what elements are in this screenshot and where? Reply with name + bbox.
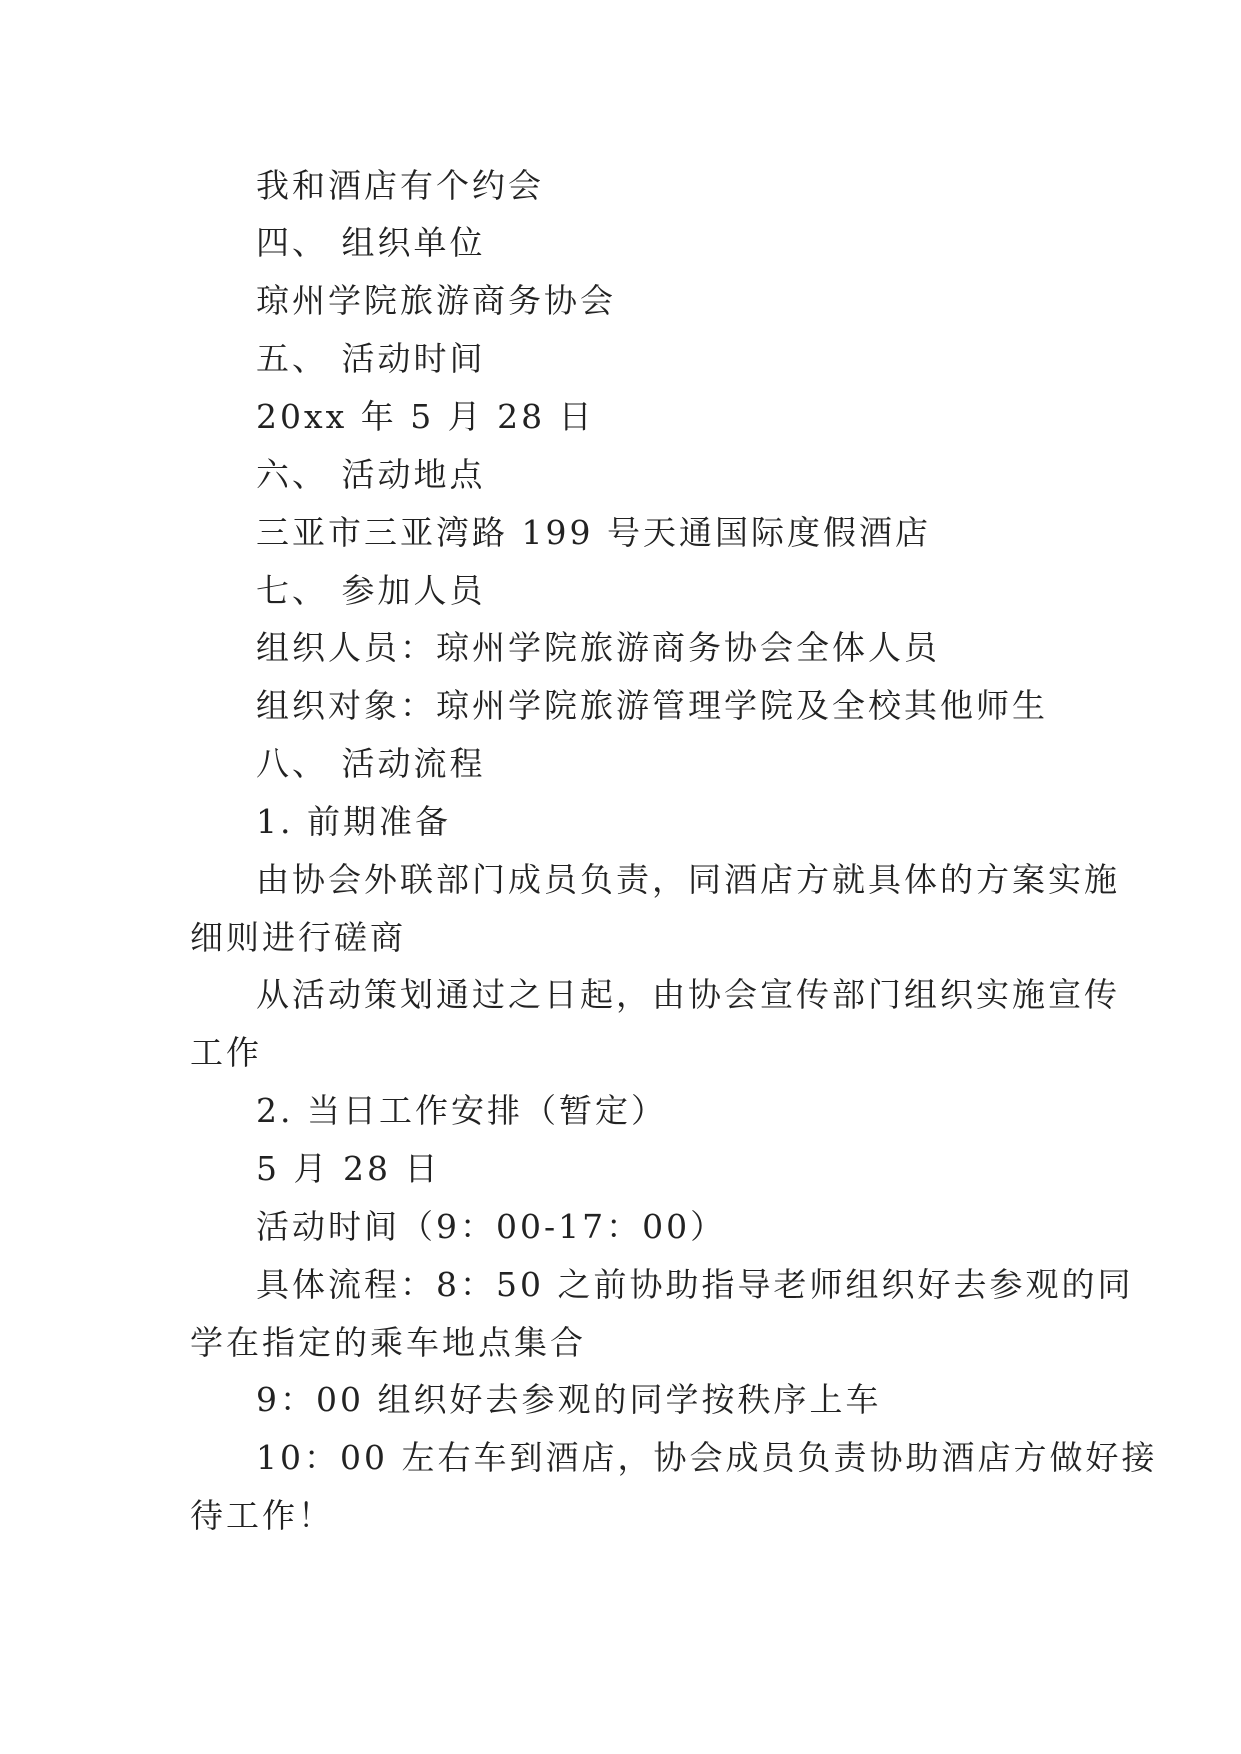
paragraph-assembly-line1: 具体流程：8：50 之前协助指导老师组织好去参观的同 [256,1265,1134,1304]
schedule-date-text: 5 月 28 日 [256,1149,441,1188]
location-text: 三亚市三亚湾路 199 号天通国际度假酒店 [256,513,931,552]
paragraph-liaison-line1: 由协会外联部门成员负责，同酒店方就具体的方案实施 [256,860,1120,899]
section-heading-process: 八、 活动流程 [256,744,486,783]
subheading-day-schedule: 2. 当日工作安排（暂定） [256,1091,667,1130]
paragraph-arrival-line2: 待工作！ [190,1496,334,1535]
section-heading-participants: 七、 参加人员 [256,571,486,610]
section-heading-location: 六、 活动地点 [256,455,486,494]
section-heading-organizer: 四、 组织单位 [256,223,486,262]
organizer-text: 琼州学院旅游商务协会 [256,281,616,320]
paragraph-publicity-line1: 从活动策划通过之日起，由协会宣传部门组织实施宣传 [256,975,1120,1014]
paragraph-liaison-line2: 细则进行磋商 [190,918,406,957]
paragraph-assembly-line2: 学在指定的乘车地点集合 [190,1323,586,1362]
target-audience-text: 组织对象：琼州学院旅游管理学院及全校其他师生 [256,686,1048,725]
subheading-preparation: 1. 前期准备 [256,802,451,841]
schedule-time-text: 活动时间（9：00-17：00） [256,1207,727,1246]
document-title: 我和酒店有个约会 [256,166,544,205]
event-date-text: 20xx 年 5 月 28 日 [256,397,595,436]
organizing-staff-text: 组织人员：琼州学院旅游商务协会全体人员 [256,628,940,667]
paragraph-boarding: 9：00 组织好去参观的同学按秩序上车 [256,1380,882,1419]
section-heading-time: 五、 活动时间 [256,339,486,378]
paragraph-arrival-line1: 10：00 左右车到酒店，协会成员负责协助酒店方做好接 [256,1438,1158,1477]
paragraph-publicity-line2: 工作 [190,1033,262,1072]
